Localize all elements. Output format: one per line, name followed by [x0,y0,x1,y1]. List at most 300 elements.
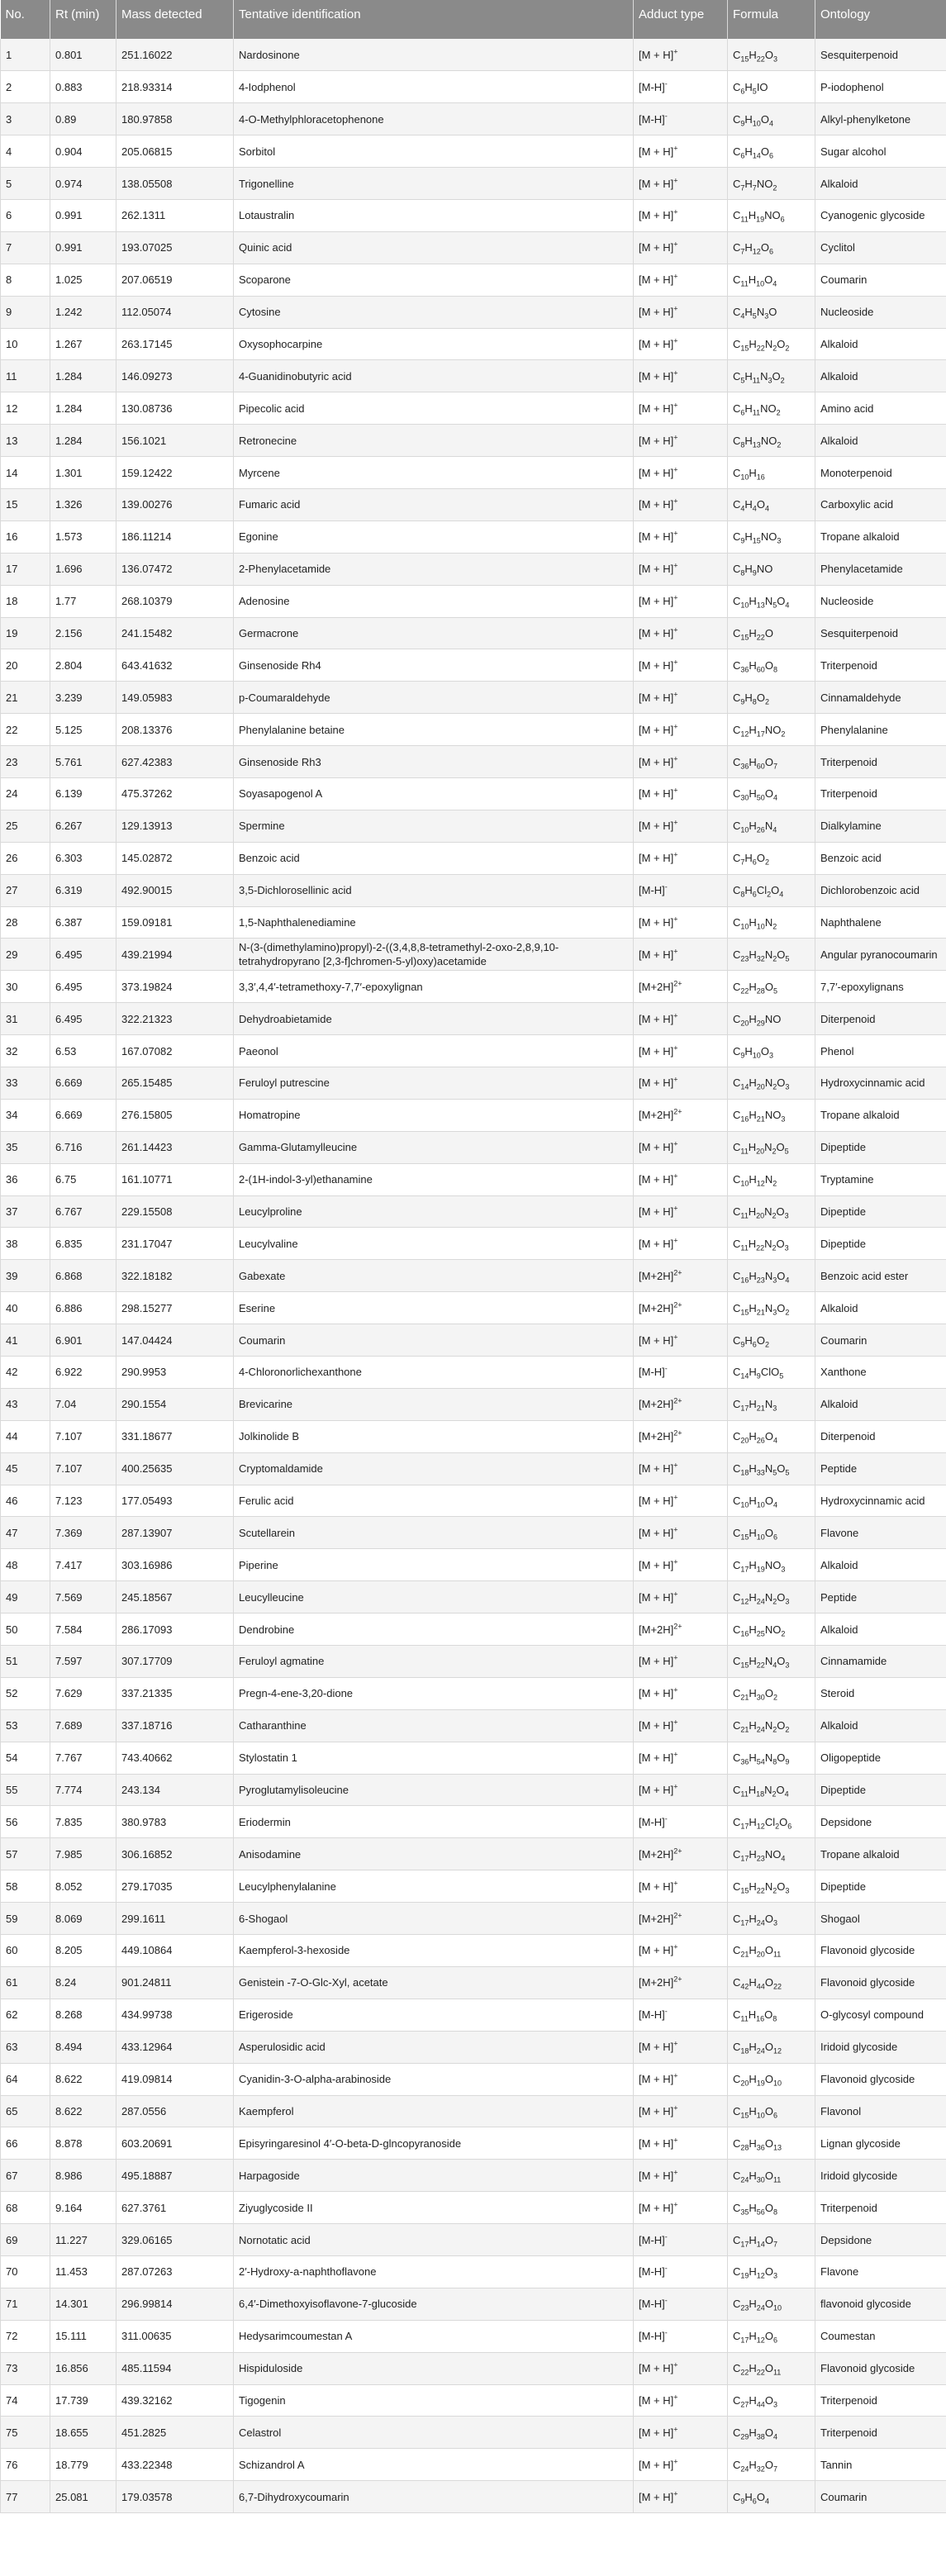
cell-no: 15 [1,488,50,520]
table-row [1,2417,946,2449]
cell-no: 77 [1,2481,50,2513]
cell-adduct: [M + H]+ [634,746,728,778]
cell-no: 73 [1,2352,50,2384]
table-row [1,2224,946,2256]
cell-rt: 7.774 [50,1774,116,1806]
cell-formula: $C_{30}H_{50}O_4$ [728,777,815,810]
cell-adduct: [M + H]+ [634,1163,728,1195]
cell-no: 74 [1,2384,50,2417]
cell-identification: 2-(1H-indol-3-yl)ethanamine [234,1163,634,1195]
cell-formula: $C_9H_8O_2$ [728,682,815,714]
cell-identification: 6,7-Dihydroxycoumarin [234,2481,634,2513]
cell-adduct: [M + H]+ [634,649,728,682]
cell-mass: 243.134 [116,1774,234,1806]
cell-adduct: [M + H]+ [634,39,728,71]
cell-identification: Anisodamine [234,1838,634,1870]
cell-formula: $C_{20}H_{19}O_{10}$ [728,2063,815,2095]
cell-identification: Leucylleucine [234,1581,634,1614]
cell-mass: 207.06519 [116,264,234,296]
table-row [1,2481,946,2513]
cell-formula: $C_{24}H_{30}O_{11}$ [728,2160,815,2192]
cell-identification: 3,3′,4,4′-tetramethoxy-7,7′-epoxylignan [234,971,634,1003]
cell-formula: $C_7H_{12}O_6$ [728,231,815,264]
table-row [1,425,946,457]
cell-no: 5 [1,168,50,200]
cell-adduct: $[M+2H]^{2+}$ [634,1388,728,1420]
cell-adduct: $[M+2H]^{2+}$ [634,1838,728,1870]
cell-adduct: [M + H]+ [634,585,728,617]
cell-rt: 1.696 [50,553,116,585]
table-row [1,1614,946,1646]
cell-no: 12 [1,392,50,425]
cell-adduct: [M + H]+ [634,2031,728,2063]
cell-mass: 373.19824 [116,971,234,1003]
cell-identification: Benzoic acid [234,842,634,874]
cell-no: 32 [1,1035,50,1067]
cell-mass: 627.42383 [116,746,234,778]
cell-mass: 603.20691 [116,2127,234,2160]
cell-no: 4 [1,135,50,168]
table-row [1,1067,946,1100]
cell-mass: 205.06815 [116,135,234,168]
cell-ontology: O-glycosyl compound [815,1999,946,2031]
table-row [1,1228,946,1260]
cell-rt: 1.77 [50,585,116,617]
header-rt: Rt (min) [50,0,116,39]
cell-adduct: [M + H]+ [634,1709,728,1742]
cell-no: 39 [1,1260,50,1292]
cell-no: 53 [1,1709,50,1742]
table-row [1,135,946,168]
cell-mass: 146.09273 [116,360,234,392]
cell-identification: Tigogenin [234,2384,634,2417]
cell-mass: 149.05983 [116,682,234,714]
cell-rt: 7.767 [50,1742,116,1774]
cell-no: 69 [1,2224,50,2256]
cell-identification: Scoparone [234,264,634,296]
cell-mass: 337.21335 [116,1677,234,1709]
cell-rt: 7.569 [50,1581,116,1614]
cell-no: 2 [1,71,50,103]
cell-identification: Feruloyl agmatine [234,1646,634,1678]
cell-formula: $C_{10}H_{12}N_2$ [728,1163,815,1195]
cell-formula: $C_{24}H_{32}O_7$ [728,2449,815,2481]
cell-identification: Stylostatin 1 [234,1742,634,1774]
cell-mass: 337.18716 [116,1709,234,1742]
cell-ontology: Flavonol [815,2095,946,2127]
cell-identification: 1,5-Naphthalenediamine [234,906,634,939]
cell-identification: Schizandrol A [234,2449,634,2481]
table-row [1,1099,946,1131]
cell-identification: Pregn-4-ene-3,20-dione [234,1677,634,1709]
cell-formula: $C_{17}H_{21}N_3$ [728,1388,815,1420]
cell-ontology: Sesquiterpenoid [815,39,946,71]
cell-ontology: Dipeptide [815,1195,946,1228]
cell-no: 67 [1,2160,50,2192]
cell-adduct: [M + H]+ [634,2352,728,2384]
cell-ontology: Monoterpenoid [815,457,946,489]
cell-adduct: [M + H]+ [634,1774,728,1806]
cell-mass: 251.16022 [116,39,234,71]
cell-adduct: [M + H]+ [634,682,728,714]
cell-formula: $C_{10}H_{10}O_4$ [728,1485,815,1517]
cell-mass: 627.3761 [116,2192,234,2224]
cell-formula: $C_6H_{14}O_6$ [728,135,815,168]
cell-identification: Jolkinolide B [234,1420,634,1452]
cell-rt: 0.991 [50,231,116,264]
cell-rt: 1.301 [50,457,116,489]
cell-formula: $C_{23}H_{32}N_2O_5$ [728,939,815,971]
cell-adduct: $[M+2H]^{2+}$ [634,1420,728,1452]
cell-formula: $C_{12}H_{17}NO_2$ [728,714,815,746]
cell-formula: $C_{16}H_{25}NO_2$ [728,1614,815,1646]
cell-rt: 1.025 [50,264,116,296]
cell-rt: 1.326 [50,488,116,520]
table-row [1,714,946,746]
table-row [1,2352,946,2384]
cell-mass: 434.99738 [116,1999,234,2031]
cell-ontology: Hydroxycinnamic acid [815,1067,946,1100]
cell-no: 52 [1,1677,50,1709]
cell-no: 59 [1,1903,50,1935]
cell-no: 44 [1,1420,50,1452]
cell-adduct: [M-H]- [634,1999,728,2031]
cell-adduct: [M-H]- [634,874,728,906]
cell-identification: Gamma-Glutamylleucine [234,1131,634,1163]
cell-formula: $C_9H_6O_4$ [728,2481,815,2513]
table-row [1,360,946,392]
cell-no: 71 [1,2288,50,2320]
cell-formula: $C_{15}H_{10}O_6$ [728,1517,815,1549]
table-row [1,39,946,71]
table-row [1,2384,946,2417]
cell-adduct: [M + H]+ [634,457,728,489]
cell-ontology: Shogaol [815,1903,946,1935]
cell-ontology: Diterpenoid [815,1003,946,1035]
cell-mass: 159.12422 [116,457,234,489]
cell-mass: 331.18677 [116,1420,234,1452]
cell-formula: $C_8H_6Cl_2O_4$ [728,874,815,906]
cell-ontology: Alkaloid [815,1614,946,1646]
cell-rt: 2.804 [50,649,116,682]
cell-adduct: [M + H]+ [634,2160,728,2192]
cell-adduct: [M + H]+ [634,1870,728,1903]
cell-formula: $C_9H_{10}O_4$ [728,103,815,135]
cell-identification: Dehydroabietamide [234,1003,634,1035]
cell-ontology: Tannin [815,2449,946,2481]
cell-ontology: Peptide [815,1581,946,1614]
cell-no: 16 [1,520,50,553]
table-row [1,2320,946,2352]
cell-ontology: Benzoic acid [815,842,946,874]
table-row [1,939,946,971]
cell-adduct: [M + H]+ [634,2481,728,2513]
cell-formula: $C_{15}H_{22}O$ [728,617,815,649]
cell-mass: 303.16986 [116,1549,234,1581]
cell-formula: $C_{15}H_{10}O_6$ [728,2095,815,2127]
cell-no: 27 [1,874,50,906]
cell-ontology: Depsidone [815,2224,946,2256]
cell-adduct: [M-H]- [634,103,728,135]
cell-adduct: $[M+2H]^{2+}$ [634,1099,728,1131]
cell-ontology: Tropane alkaloid [815,1099,946,1131]
cell-formula: $C_{21}H_{30}O_2$ [728,1677,815,1709]
cell-formula: $C_{20}H_{26}O_4$ [728,1420,815,1452]
cell-adduct: [M + H]+ [634,714,728,746]
cell-rt: 6.669 [50,1099,116,1131]
cell-rt: 7.107 [50,1420,116,1452]
cell-mass: 229.15508 [116,1195,234,1228]
cell-mass: 322.21323 [116,1003,234,1035]
cell-adduct: [M + H]+ [634,842,728,874]
cell-rt: 6.495 [50,1003,116,1035]
cell-ontology: Flavonoid glycoside [815,1935,946,1967]
cell-ontology: Alkyl-phenylketone [815,103,946,135]
cell-rt: 6.319 [50,874,116,906]
cell-rt: 8.494 [50,2031,116,2063]
table-row [1,1452,946,1485]
table-row [1,1838,946,1870]
cell-formula: $C_{16}H_{21}NO_3$ [728,1099,815,1131]
cell-identification: Hispiduloside [234,2352,634,2384]
cell-no: 8 [1,264,50,296]
cell-no: 40 [1,1292,50,1324]
table-row [1,1324,946,1357]
cell-no: 7 [1,231,50,264]
cell-mass: 322.18182 [116,1260,234,1292]
cell-ontology: Coumarin [815,264,946,296]
cell-adduct: [M + H]+ [634,425,728,457]
cell-adduct: [M + H]+ [634,1228,728,1260]
cell-mass: 495.18887 [116,2160,234,2192]
cell-identification: 4-Chloronorlichexanthone [234,1357,634,1389]
cell-no: 50 [1,1614,50,1646]
cell-identification: Eserine [234,1292,634,1324]
cell-rt: 18.655 [50,2417,116,2449]
cell-ontology: Nucleoside [815,585,946,617]
cell-formula: $C_{17}H_{19}NO_3$ [728,1549,815,1581]
cell-adduct: [M + H]+ [634,1452,728,1485]
cell-no: 63 [1,2031,50,2063]
cell-no: 62 [1,1999,50,2031]
cell-mass: 400.25635 [116,1452,234,1485]
cell-identification: Paeonol [234,1035,634,1067]
cell-adduct: [M + H]+ [634,777,728,810]
cell-mass: 138.05508 [116,168,234,200]
cell-identification: Egonine [234,520,634,553]
cell-adduct: [M + H]+ [634,1003,728,1035]
table-row [1,264,946,296]
cell-ontology: Flavone [815,2255,946,2288]
cell-no: 51 [1,1646,50,1678]
cell-formula: $C_8H_{13}NO_2$ [728,425,815,457]
cell-identification: Homatropine [234,1099,634,1131]
cell-mass: 307.17709 [116,1646,234,1678]
table-row [1,1677,946,1709]
cell-adduct: [M + H]+ [634,1742,728,1774]
cell-adduct: [M + H]+ [634,1035,728,1067]
table-row [1,457,946,489]
cell-formula: $C_{20}H_{29}NO$ [728,1003,815,1035]
cell-rt: 6.835 [50,1228,116,1260]
cell-adduct: [M-H]- [634,1357,728,1389]
cell-rt: 8.069 [50,1903,116,1935]
table-row [1,842,946,874]
cell-ontology: Dialkylamine [815,810,946,842]
cell-adduct: [M + H]+ [634,1549,728,1581]
cell-identification: Ferulic acid [234,1485,634,1517]
cell-no: 57 [1,1838,50,1870]
cell-formula: $C_{35}H_{56}O_8$ [728,2192,815,2224]
cell-mass: 156.1021 [116,425,234,457]
cell-ontology: Dichlorobenzoic acid [815,874,946,906]
cell-mass: 419.09814 [116,2063,234,2095]
table-row [1,2127,946,2160]
cell-no: 49 [1,1581,50,1614]
header-no: No. [1,0,50,39]
cell-no: 45 [1,1452,50,1485]
cell-identification: Myrcene [234,457,634,489]
table-row [1,103,946,135]
cell-no: 56 [1,1806,50,1838]
cell-ontology: Coumestan [815,2320,946,2352]
cell-ontology: Alkaloid [815,1549,946,1581]
cell-mass: 231.17047 [116,1228,234,1260]
cell-mass: 167.07082 [116,1035,234,1067]
table-row [1,682,946,714]
table-row [1,585,946,617]
header-ontology: Ontology [815,0,946,39]
cell-identification: Germacrone [234,617,634,649]
table-row [1,1003,946,1035]
table-row [1,328,946,360]
cell-rt: 6.922 [50,1357,116,1389]
cell-ontology: Steroid [815,1677,946,1709]
cell-rt: 6.495 [50,971,116,1003]
cell-mass: 279.17035 [116,1870,234,1903]
cell-no: 25 [1,810,50,842]
cell-mass: 290.1554 [116,1388,234,1420]
cell-no: 26 [1,842,50,874]
cell-adduct: [M + H]+ [634,328,728,360]
cell-ontology: Dipeptide [815,1131,946,1163]
cell-mass: 241.15482 [116,617,234,649]
table-row [1,1774,946,1806]
table-row [1,2255,946,2288]
cell-rt: 0.991 [50,199,116,231]
cell-no: 47 [1,1517,50,1549]
cell-mass: 159.09181 [116,906,234,939]
cell-formula: $C_{11}H_{18}N_2O_4$ [728,1774,815,1806]
cell-no: 61 [1,1966,50,1999]
cell-identification: Cytosine [234,296,634,328]
cell-mass: 129.13913 [116,810,234,842]
cell-rt: 18.779 [50,2449,116,2481]
cell-no: 76 [1,2449,50,2481]
cell-adduct: [M + H]+ [634,2449,728,2481]
cell-identification: Ginsenoside Rh4 [234,649,634,682]
cell-formula: $C_{14}H_9ClO_5$ [728,1357,815,1389]
cell-formula: $C_{36}H_{60}O_7$ [728,746,815,778]
cell-mass: 449.10864 [116,1935,234,1967]
cell-identification: Gabexate [234,1260,634,1292]
cell-mass: 287.07263 [116,2255,234,2288]
cell-adduct: [M + H]+ [634,1324,728,1357]
cell-ontology: Iridoid glycoside [815,2031,946,2063]
cell-formula: $C_{29}H_{38}O_4$ [728,2417,815,2449]
table-row [1,1485,946,1517]
cell-adduct: [M + H]+ [634,906,728,939]
cell-no: 13 [1,425,50,457]
cell-adduct: [M + H]+ [634,1195,728,1228]
cell-rt: 0.904 [50,135,116,168]
cell-ontology: Tryptamine [815,1163,946,1195]
cell-adduct: [M + H]+ [634,939,728,971]
cell-rt: 8.268 [50,1999,116,2031]
table-row [1,231,946,264]
cell-mass: 218.93314 [116,71,234,103]
cell-ontology: Cyclitol [815,231,946,264]
cell-mass: 451.2825 [116,2417,234,2449]
cell-formula: $C_{10}H_{16}$ [728,457,815,489]
cell-no: 35 [1,1131,50,1163]
table-row [1,1195,946,1228]
cell-ontology: Sugar alcohol [815,135,946,168]
cell-adduct: [M-H]- [634,2255,728,2288]
cell-mass: 299.1611 [116,1903,234,1935]
cell-adduct: [M + H]+ [634,231,728,264]
cell-adduct: [M + H]+ [634,810,728,842]
cell-identification: Erigeroside [234,1999,634,2031]
cell-formula: $C_6H_{11}NO_2$ [728,392,815,425]
table-row [1,71,946,103]
cell-mass: 643.41632 [116,649,234,682]
cell-formula: $C_{11}H_{22}N_2O_3$ [728,1228,815,1260]
table-body [1,39,946,2513]
cell-adduct: [M + H]+ [634,488,728,520]
cell-formula: $C_{15}H_{22}N_2O_2$ [728,328,815,360]
cell-formula: $C_4H_4O_4$ [728,488,815,520]
cell-ontology: Phenylalanine [815,714,946,746]
cell-identification: Ziyuglycoside II [234,2192,634,2224]
table-row [1,1549,946,1581]
table-row [1,1966,946,1999]
cell-mass: 901.24811 [116,1966,234,1999]
header-mass: Mass detected [116,0,234,39]
cell-no: 37 [1,1195,50,1228]
table-row [1,617,946,649]
table-row [1,874,946,906]
cell-adduct: [M + H]+ [634,1935,728,1967]
cell-rt: 7.689 [50,1709,116,1742]
cell-ontology: Dipeptide [815,1228,946,1260]
cell-rt: 25.081 [50,2481,116,2513]
cell-mass: 136.07472 [116,553,234,585]
cell-identification: Nornotatic acid [234,2224,634,2256]
cell-identification: Lotaustralin [234,199,634,231]
cell-ontology: Triterpenoid [815,649,946,682]
cell-no: 68 [1,2192,50,2224]
cell-identification: Coumarin [234,1324,634,1357]
cell-identification: Celastrol [234,2417,634,2449]
cell-no: 6 [1,199,50,231]
table-row [1,1742,946,1774]
cell-mass: 433.12964 [116,2031,234,2063]
cell-no: 14 [1,457,50,489]
cell-formula: $C_{28}H_{36}O_{13}$ [728,2127,815,2160]
cell-ontology: Hydroxycinnamic acid [815,1485,946,1517]
cell-identification: 6,4′-Dimethoxyisoflavone-7-glucoside [234,2288,634,2320]
